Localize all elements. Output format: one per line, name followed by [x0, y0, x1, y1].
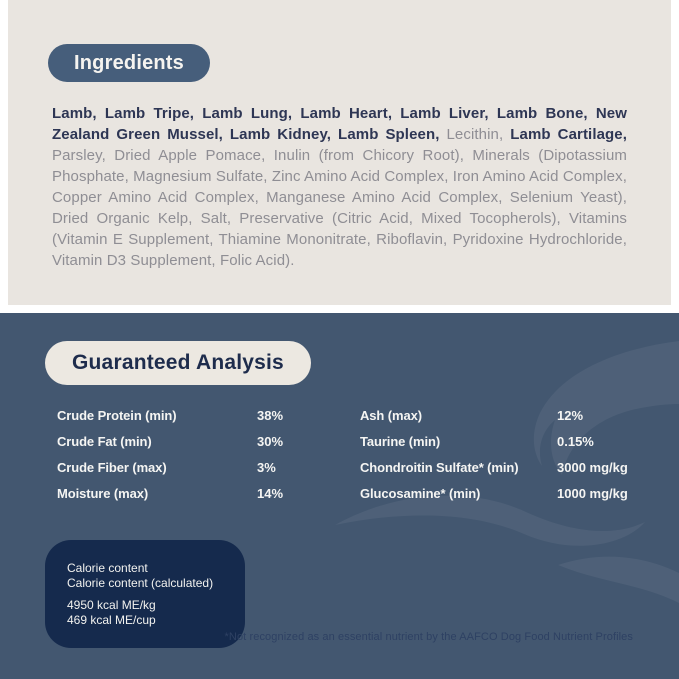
ingredient-segment-regular: Parsley, Dried Apple Pomace, Inulin (from Chicory Root), Minerals (Dipotassium Phosphate, Magnesium Sulfate, Zinc Amino Acid Complex, Iron Amino Acid Complex, Copper Amino Acid Complex, Manganese Amino Acid Complex, Selenium Yeast), Dried Organic Kelp, Salt, Preservative (Citric Acid, Mixed Tocopherols), Vitamins (Vitamin E Supplement, Thiamine Mononitrate, Riboflavin, Pyridoxine Hydrochloride, Vitamin D3 Supplement, Folic Acid).	[52, 147, 627, 269]
analysis-row	[57, 454, 347, 480]
analysis-value: 3000 mg/kg	[557, 459, 628, 475]
analysis-value: 0.15%	[557, 433, 594, 449]
ingredients-heading: Ingredients	[74, 52, 184, 74]
analysis-row	[360, 428, 670, 454]
analysis-value: 14%	[257, 485, 284, 501]
calorie-value-line: 469 kcal ME/cup	[67, 613, 156, 627]
analysis-label: Ash (max)	[360, 407, 422, 423]
analysis-label: Crude Fat (min)	[57, 433, 152, 449]
analysis-row	[57, 402, 347, 428]
calorie-heading-line: Calorie content (calculated)	[67, 576, 214, 590]
aafco-footnote: *Not recognized as an essential nutrient by the AAFCO Dog Food Nutrient Profiles	[224, 631, 633, 643]
ingredient-segment-bold: Lamb, Lamb Tripe, Lamb Lung, Lamb Heart, Lamb Liver, Lamb Bone, New Zealand Green Mussel, Lamb Kidney, Lamb Spleen,	[52, 105, 627, 143]
analysis-label: Taurine (min)	[360, 433, 441, 449]
analysis-row	[57, 480, 347, 506]
analysis-row	[57, 428, 347, 454]
calorie-value-line: 4950 kcal ME/kg	[67, 598, 156, 612]
analysis-label: Crude Fiber (max)	[57, 459, 167, 475]
analysis-label: Crude Protein (min)	[57, 407, 177, 423]
calorie-values	[67, 598, 237, 628]
analysis-table-right	[360, 402, 670, 506]
analysis-row	[360, 402, 670, 428]
ingredients-heading-pill	[48, 44, 210, 82]
analysis-value: 3%	[257, 459, 276, 475]
analysis-value: 12%	[557, 407, 584, 423]
guaranteed-analysis-section	[0, 313, 679, 679]
analysis-heading: Guaranteed Analysis	[72, 351, 284, 374]
analysis-label: Chondroitin Sulfate* (min)	[360, 459, 519, 475]
ingredient-segment-bold: Lamb Cartilage,	[510, 126, 627, 143]
analysis-table-left	[57, 402, 347, 506]
ingredient-segment-regular: Lecithin,	[446, 126, 511, 143]
analysis-value: 1000 mg/kg	[557, 485, 628, 501]
analysis-row	[360, 454, 670, 480]
calorie-heading-line: Calorie content	[67, 561, 148, 575]
analysis-label: Moisture (max)	[57, 485, 149, 501]
analysis-label: Glucosamine* (min)	[360, 485, 481, 501]
analysis-row	[360, 480, 670, 506]
calorie-headings	[67, 561, 237, 591]
analysis-heading-pill	[45, 341, 311, 385]
calorie-content-box	[45, 540, 245, 648]
analysis-value: 30%	[257, 433, 284, 449]
ingredients-paragraph	[52, 103, 627, 271]
analysis-value: 38%	[257, 407, 284, 423]
ingredients-section	[8, 0, 671, 305]
